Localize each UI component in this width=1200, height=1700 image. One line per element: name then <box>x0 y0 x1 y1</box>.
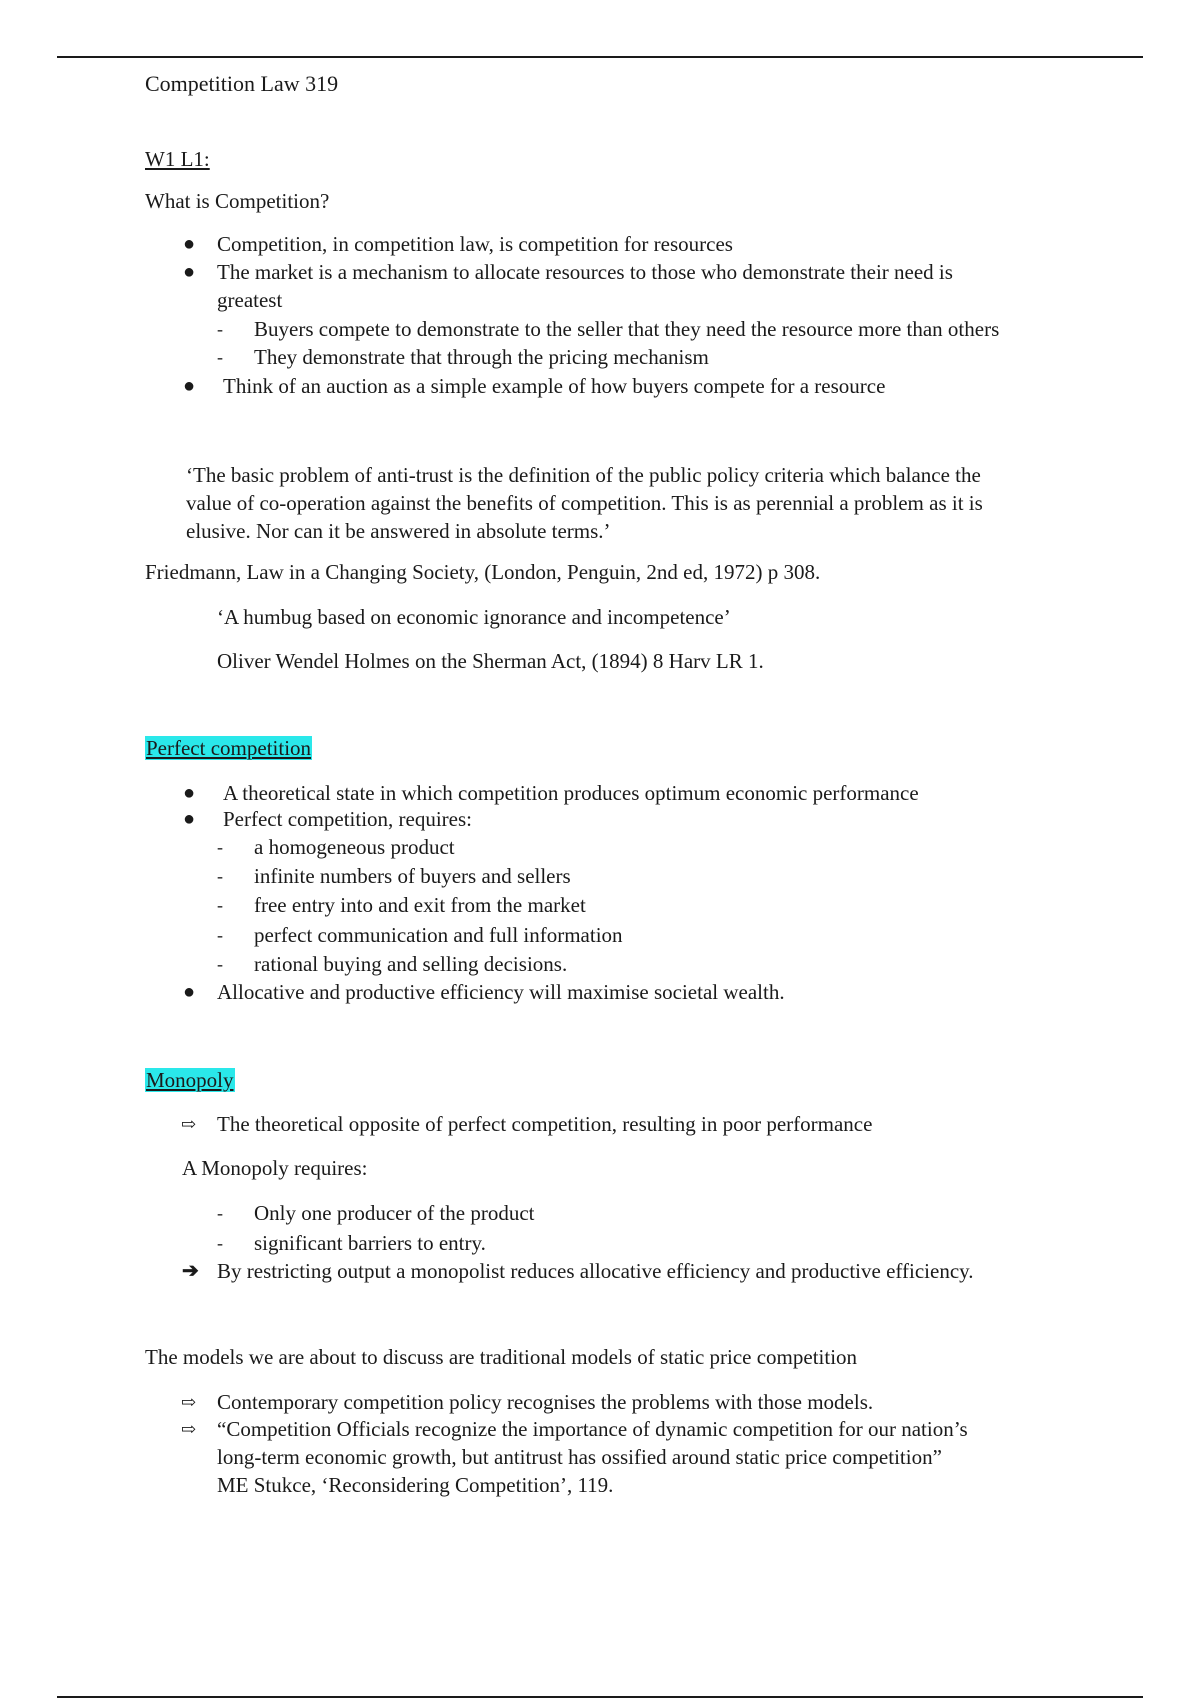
list-item: The market is a mechanism to allocate resources to those who demonstrate their need is <box>217 260 953 284</box>
list-item: A theoretical state in which competition produces optimum economic performance <box>223 781 919 805</box>
section-question: What is Competition? <box>145 189 330 213</box>
sub-list-item: Only one producer of the product <box>254 1201 535 1225</box>
quote-line: elusive. Nor can it be answered in absolute terms.’ <box>186 519 611 543</box>
list-item-continuation: greatest <box>217 288 283 312</box>
hollow-arrow-icon: ⇨ <box>181 1392 197 1412</box>
dash-icon: - <box>217 837 223 857</box>
quote-line: value of co-operation against the benefits of competition. This is as perennial a problem as it is <box>186 491 983 515</box>
dash-icon: - <box>217 895 223 915</box>
top-rule <box>57 56 1143 58</box>
sub-list-item: a homogeneous product <box>254 835 455 859</box>
dash-icon: - <box>217 925 223 945</box>
sub-list-item: rational buying and selling decisions. <box>254 952 568 976</box>
hollow-arrow-icon: ⇨ <box>181 1114 197 1134</box>
arrow-item: The theoretical opposite of perfect competition, resulting in poor performance <box>217 1112 873 1136</box>
dash-icon: - <box>217 319 223 339</box>
dash-icon: - <box>217 866 223 886</box>
quote-text: ‘A humbug based on economic ignorance and incompetence’ <box>217 605 731 629</box>
list-item: Think of an auction as a simple example of how buyers compete for a resource <box>223 374 886 398</box>
arrow-item-continuation: long-term economic growth, but antitrust has ossified around static price competition” <box>217 1445 942 1469</box>
arrow-item-citation: ME Stukce, ‘Reconsidering Competition’, 119. <box>217 1473 614 1497</box>
document-title: Competition Law 319 <box>145 71 339 96</box>
section-heading-perfect-competition: Perfect competition <box>146 736 312 760</box>
bullet-dot-icon: ● <box>183 981 196 1003</box>
hollow-arrow-icon: ⇨ <box>181 1419 197 1439</box>
list-item: Allocative and productive efficiency will maximise societal wealth. <box>217 980 785 1004</box>
dash-icon: - <box>217 1203 223 1223</box>
dash-icon: - <box>217 1233 223 1253</box>
bullet-dot-icon: ● <box>183 261 196 283</box>
section-heading-monopoly: Monopoly <box>146 1068 234 1092</box>
sub-list-item: They demonstrate that through the pricing mechanism <box>254 345 709 369</box>
quote-citation: Friedmann, Law in a Changing Society, (London, Penguin, 2nd ed, 1972) p 308. <box>145 560 821 584</box>
dash-icon: - <box>217 347 223 367</box>
bottom-rule <box>57 1696 1143 1698</box>
bullet-dot-icon: ● <box>183 782 196 804</box>
lecture-label: W1 L1: <box>145 147 210 171</box>
sub-list-item: significant barriers to entry. <box>254 1231 486 1255</box>
quote-line: ‘The basic problem of anti-trust is the definition of the public policy criteria which balance the <box>186 463 981 487</box>
models-intro: The models we are about to discuss are traditional models of static price competition <box>145 1345 858 1369</box>
bullet-dot-icon: ● <box>183 233 196 255</box>
sub-list-item: Buyers compete to demonstrate to the seller that they need the resource more than others <box>254 317 1000 341</box>
list-item: Competition, in competition law, is competition for resources <box>217 232 733 256</box>
list-item: Perfect competition, requires: <box>223 807 472 831</box>
sub-list-item: infinite numbers of buyers and sellers <box>254 864 571 888</box>
arrow-item: “Competition Officials recognize the importance of dynamic competition for our nation’s <box>217 1417 968 1441</box>
bullet-dot-icon: ● <box>183 375 196 397</box>
sub-list-item: free entry into and exit from the market <box>254 893 586 917</box>
bullet-dot-icon: ● <box>183 808 196 830</box>
dash-icon: - <box>217 954 223 974</box>
monopoly-requires-label: A Monopoly requires: <box>182 1156 368 1180</box>
sub-list-item: perfect communication and full information <box>254 923 623 947</box>
quote-citation: Oliver Wendel Holmes on the Sherman Act, (1894) 8 Harv LR 1. <box>217 649 764 673</box>
arrow-item: Contemporary competition policy recognises the problems with those models. <box>217 1390 874 1414</box>
bold-arrow-icon: ➔ <box>182 1260 199 1282</box>
conclusion-item: By restricting output a monopolist reduces allocative efficiency and productive efficiency. <box>217 1259 974 1283</box>
